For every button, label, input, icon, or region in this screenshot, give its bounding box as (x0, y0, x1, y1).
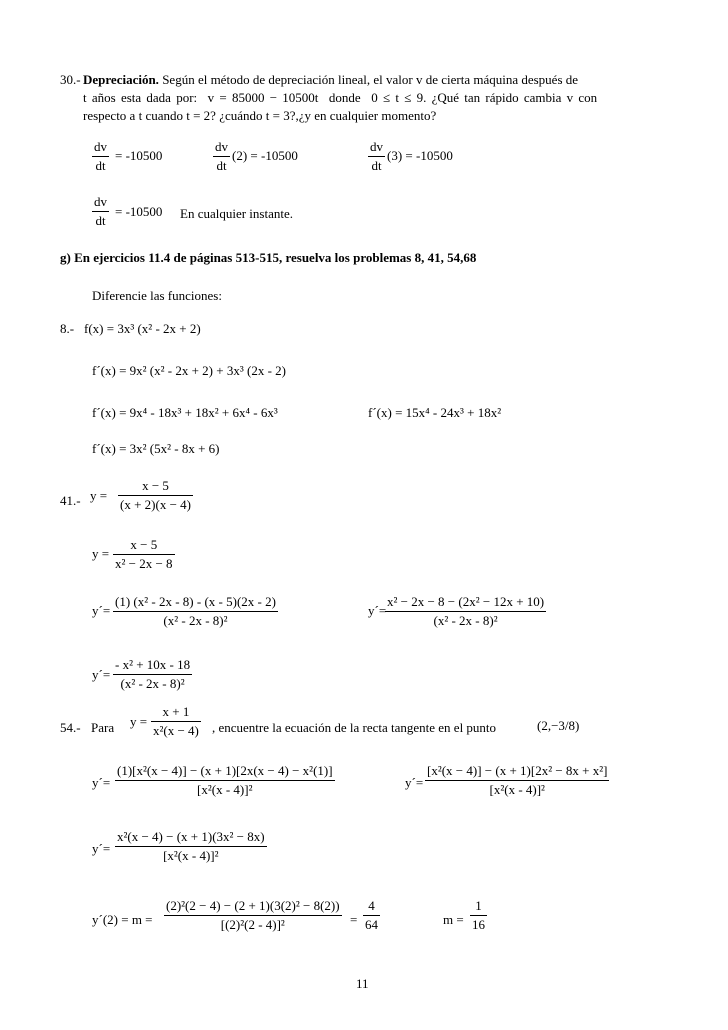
problem-30-text2b: donde (328, 90, 361, 105)
problem-41-yp-3: y´= (92, 667, 111, 682)
problem-30-line3: respecto a t cuando t = 2? ¿cuándo t = 3?,¿y en cualquier momento? (83, 108, 437, 123)
problem-30-range: 0 ≤ t ≤ 9 (371, 90, 424, 105)
problem-54-numE: 4 (363, 898, 380, 916)
dvdt-eq-4-note: En cualquier instante. (180, 206, 293, 221)
problem-30-title: Depreciación. (83, 72, 159, 87)
dv: dv (92, 139, 109, 157)
problem-54-y: y = (130, 714, 148, 729)
dt: dt (371, 158, 382, 173)
problem-54-num: x + 1 (151, 704, 201, 722)
problem-8-derivative-3: f´(x) = 3x² (5x² - 8x + 6) (92, 441, 220, 456)
problem-54-fraction-A (115, 763, 335, 798)
problem-54-numA: (1)[x²(x − 4)] − (x + 1)[2x(x − 4) − x²(1)] (115, 763, 335, 781)
problem-54-denF: 16 (472, 917, 485, 932)
problem-41-num1: x − 5 (118, 478, 193, 496)
problem-54-numB: [x²(x − 4)] − (x + 1)[2x² − 8x + x²] (425, 763, 609, 781)
problem-54-text: , encuentre la ecuación de la recta tangente en el punto (212, 720, 497, 735)
dvdt-fraction-1 (92, 139, 109, 174)
problem-54-yp-3: y´= (92, 841, 111, 856)
problem-41-fraction-5 (113, 657, 192, 692)
problem-41-yp-2: y´= (368, 603, 387, 618)
problem-54-fraction-E (363, 898, 380, 933)
problem-54-equals: = (350, 912, 358, 927)
dvdt-eq-4: = -10500 (115, 204, 163, 219)
problem-30-text2c: . ¿Qué tan rápido cambia v con (423, 90, 598, 105)
problem-54-fraction-B (425, 763, 609, 798)
problem-54-denD: [(2)²(2 - 4)]² (220, 917, 285, 932)
problem-8-number: 8.- (60, 321, 75, 336)
problem-54-fraction-F (470, 898, 487, 933)
problem-54-numF: 1 (470, 898, 487, 916)
problem-8-function: f(x) = 3x³ (x² - 2x + 2) (84, 321, 201, 336)
problem-41-fraction-2 (113, 537, 175, 572)
problem-54-point: (2,−3/8) (537, 718, 580, 733)
problem-8-derivative-2: f´(x) = 9x⁴ - 18x³ + 18x² + 6x⁴ - 6x³ (92, 405, 278, 420)
problem-30-number: 30.- (60, 72, 81, 87)
problem-41-num5: - x² + 10x - 18 (113, 657, 192, 675)
problem-41-num2: x − 5 (113, 537, 175, 555)
problem-54-denB: [x²(x - 4)]² (489, 782, 545, 797)
problem-54-fraction-C (115, 829, 267, 864)
problem-54-denC: [x²(x - 4)]² (163, 848, 219, 863)
dt: dt (95, 158, 106, 173)
problem-41-yp-1: y´= (92, 603, 111, 618)
dvdt-eq-2: (2) = -10500 (232, 148, 298, 163)
problem-54-fraction (151, 704, 201, 739)
problem-54-denA: [x²(x - 4)]² (197, 782, 253, 797)
problem-41-den4: (x² - 2x - 8)² (433, 613, 498, 628)
problem-54-numC: x²(x − 4) − (x + 1)(3x² − 8x) (115, 829, 267, 847)
problem-8-derivative-1: f´(x) = 9x² (x² - 2x + 2) + 3x³ (2x - 2) (92, 363, 286, 378)
dvdt-fraction-3 (368, 139, 385, 174)
problem-8-derivative-2b: f´(x) = 15x⁴ - 24x³ + 18x² (368, 405, 502, 420)
problem-30-line1 (83, 73, 578, 86)
problem-41-den5: (x² - 2x - 8)² (120, 676, 185, 691)
section-g-heading: g) En ejercicios 11.4 de páginas 513-515, resuelva los problemas 8, 41, 54,68 (60, 250, 477, 265)
problem-54-den: x²(x − 4) (153, 723, 199, 738)
problem-54-m: m = (443, 912, 464, 927)
problem-41-num4: x² − 2x − 8 − (2x² − 12x + 10) (385, 594, 546, 612)
problem-41-fraction-3 (113, 594, 278, 629)
problem-41-num3: (1) (x² - 2x - 8) - (x - 5)(2x - 2) (113, 594, 278, 612)
section-g-instruction: Diferencie las funciones: (92, 288, 222, 303)
dvdt-eq-3: (3) = -10500 (387, 148, 453, 163)
dt: dt (216, 158, 227, 173)
page-number: 11 (356, 976, 369, 991)
problem-30-text1: Según el método de depreciación lineal, el valor v de cierta máquina después de (158, 72, 579, 87)
problem-30-formula: v = 85000 − 10500t (207, 90, 319, 105)
problem-54-denE: 64 (365, 917, 378, 932)
problem-54-yp-2: y´= (405, 775, 424, 790)
problem-30-text2a: t años esta dada por: (83, 90, 198, 105)
problem-54-number: 54.- (60, 720, 81, 735)
problem-41-den2: x² − 2x − 8 (115, 556, 173, 571)
dvdt-fraction-4 (92, 194, 109, 229)
dv: dv (213, 139, 230, 157)
dv: dv (92, 194, 109, 212)
problem-54-fraction-D (164, 898, 342, 933)
problem-54-numD: (2)²(2 − 4) − (2 + 1)(3(2)² − 8(2)) (164, 898, 342, 916)
problem-41-den3: (x² - 2x - 8)² (163, 613, 228, 628)
problem-41-fraction-4 (385, 594, 546, 629)
problem-54-para: Para (91, 720, 115, 735)
dvdt-eq-1: = -10500 (115, 148, 163, 163)
dt: dt (95, 213, 106, 228)
dv: dv (368, 139, 385, 157)
problem-41-fraction-1 (118, 478, 193, 513)
dvdt-fraction-2 (213, 139, 230, 174)
problem-30-line2 (83, 91, 597, 104)
problem-41-y: y = (90, 488, 108, 503)
problem-54-yp-1: y´= (92, 775, 111, 790)
problem-41-y2: y = (92, 546, 110, 561)
problem-41-number: 41.- (60, 493, 81, 508)
problem-41-den1: (x + 2)(x − 4) (120, 497, 191, 512)
problem-54-yp-at-2: y´(2) = m = (92, 912, 153, 927)
